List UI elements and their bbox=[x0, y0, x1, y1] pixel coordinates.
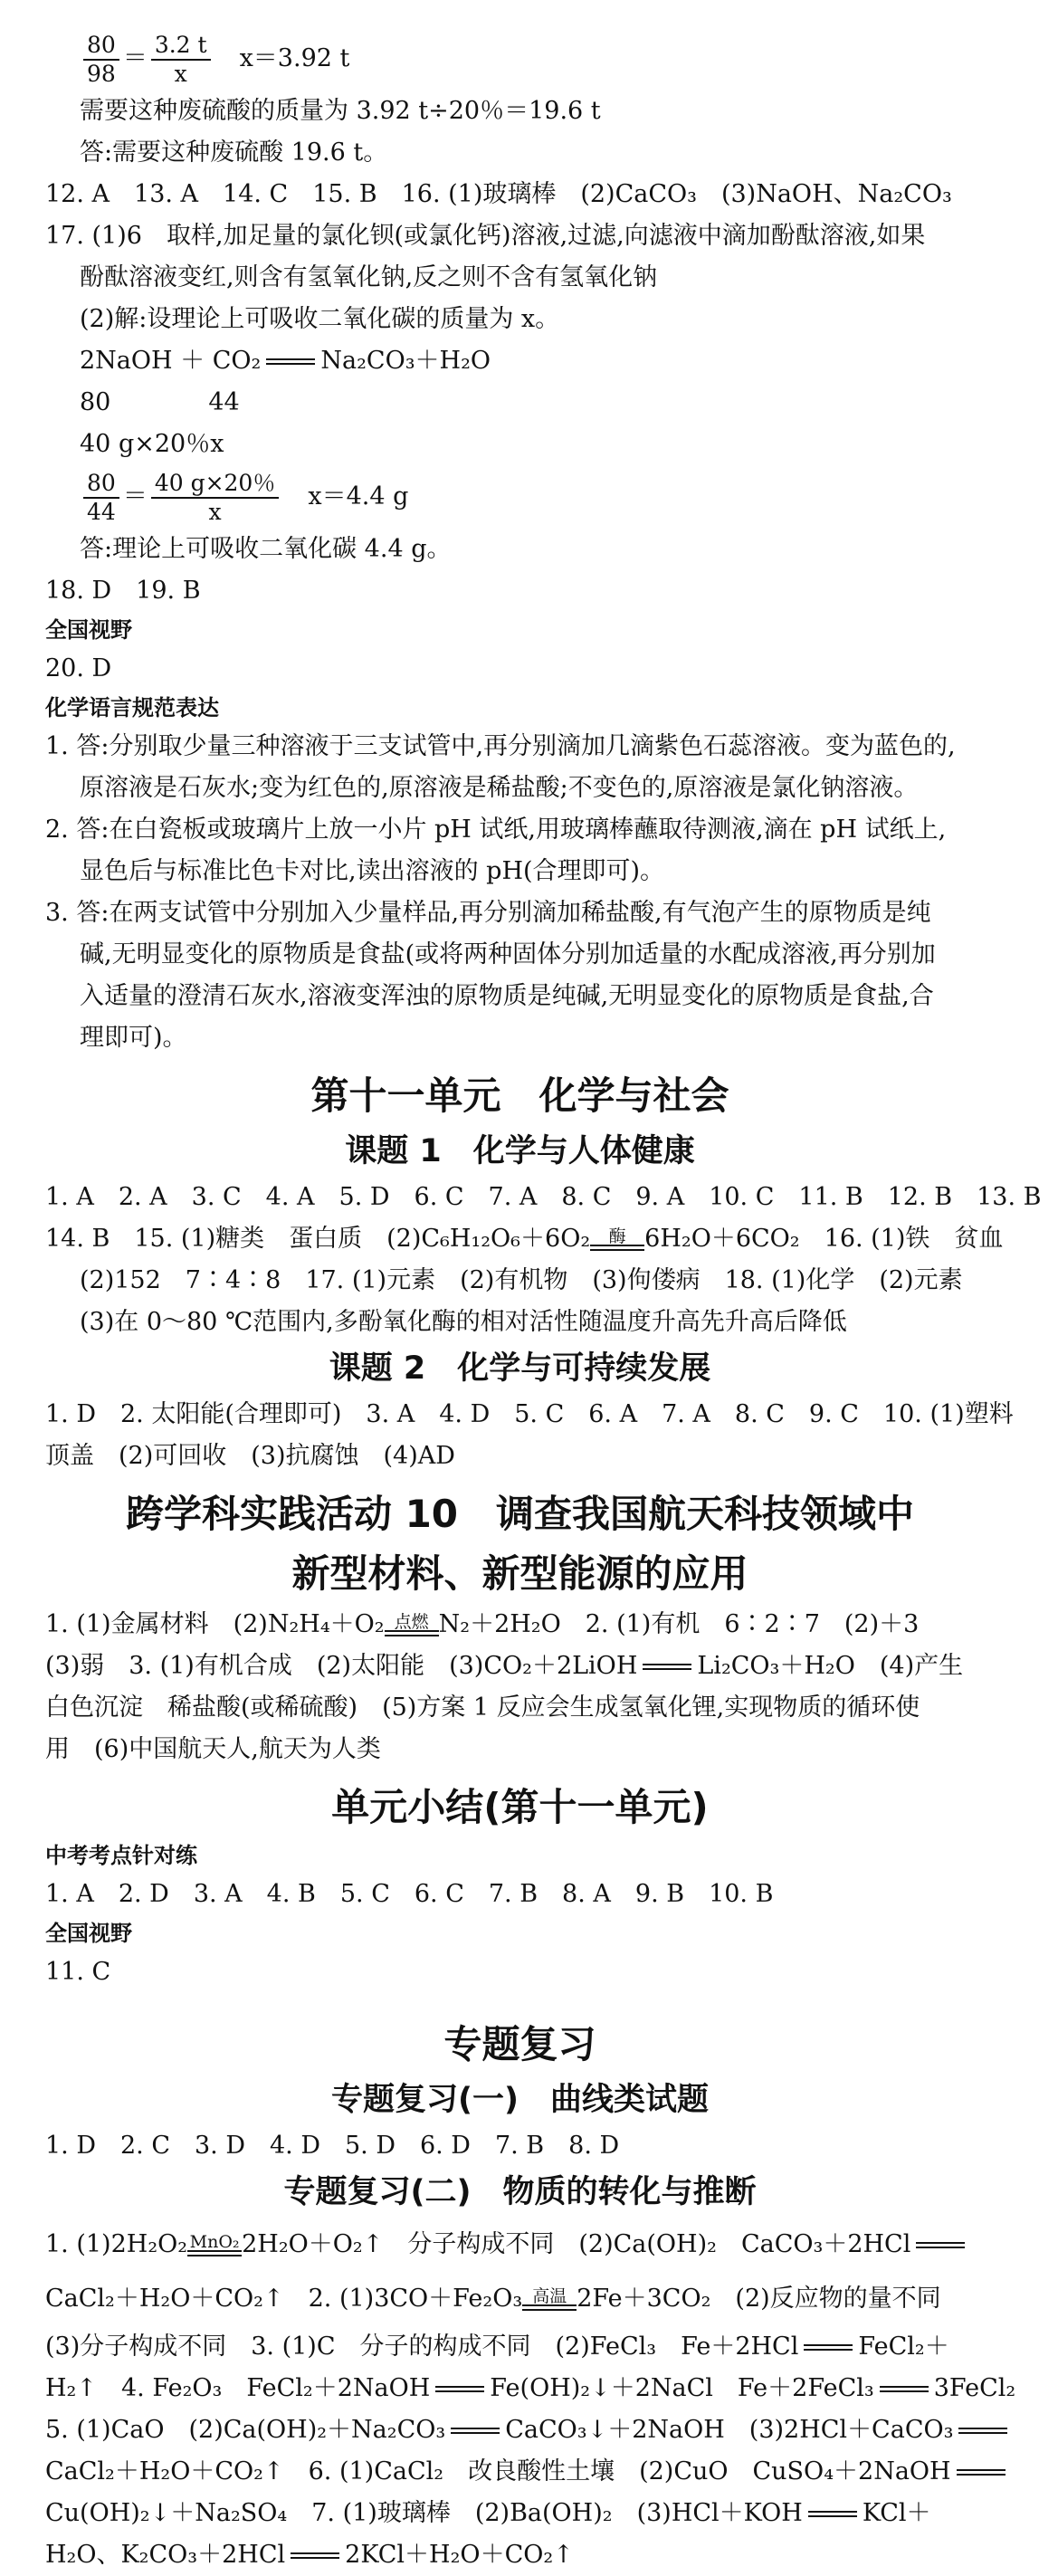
equation-line: CaCl₂＋H₂O＋CO₂↑ 6. (1)CaCl₂ 改良酸性土壤 (2)CuO CuSO₄＋2NaOH bbox=[45, 2451, 995, 2493]
unit-heading: 第十一单元 化学与社会 bbox=[310, 1073, 729, 1118]
fraction: $\frac{80}{44}$ bbox=[83, 470, 119, 526]
equals-sign bbox=[957, 2469, 1006, 2476]
text-line: 40 g×20％x bbox=[80, 430, 224, 458]
activity-heading: 新型材料、新型能源的应用 bbox=[291, 1551, 748, 1596]
equals-sign bbox=[435, 2386, 484, 2392]
text-line: 答:理论上可吸收二氧化碳 4.4 g。 bbox=[80, 535, 452, 563]
review-heading: 专题复习 bbox=[443, 2022, 596, 2066]
answer-line: 2. 答:在白瓷板或玻璃片上放一小片 pH 试纸,用玻璃棒蘸取待测液,滴在 pH 试纸上, bbox=[45, 816, 947, 844]
equals-sign bbox=[808, 2511, 857, 2517]
text-line: 原溶液是石灰水;变为红色的,原溶液是稀盐酸;不变色的,原溶液是氯化钠溶液。 bbox=[80, 774, 919, 802]
text-line: (2)152 7∶4∶8 17. (1)元素 (2)有机物 (3)佝偻病 18. (1)化学 (2)元素 bbox=[80, 1266, 963, 1294]
equals-sign bbox=[804, 2344, 853, 2351]
activity-heading: 跨学科实践活动 10 调查我国航天科技领域中 bbox=[125, 1492, 915, 1536]
text-line: (2)解:设理论上可吸收二氧化碳的质量为 x。 bbox=[80, 305, 560, 333]
text-line: 用 (6)中国航天人,航天为人类 bbox=[45, 1735, 381, 1763]
reaction-condition: MnO₂ bbox=[187, 2234, 242, 2256]
text-line: 理即可)。 bbox=[80, 1024, 187, 1052]
equation-line: H₂↑ 4. Fe₂O₃ FeCl₂＋2NaOH Fe(OH)₂↓＋2NaCl Fe＋2FeCl₃ 3FeCl₂ bbox=[45, 2374, 1016, 2402]
answer-line: 11. C bbox=[45, 1958, 111, 1986]
frac-line-2: $\frac{80}{44}$ ＝ $\frac{40 g\times 20\%}{x}$ x＝4.4 g bbox=[45, 465, 995, 529]
frac-line-1: $\frac{80}{98}$ ＝ $\frac{3.2 t}{x}$ x＝3.92 t bbox=[45, 27, 995, 91]
lesson-heading: 课题 1 化学与人体健康 bbox=[345, 1133, 695, 1169]
answer-line: 1. A 2. A 3. C 4. A 5. D 6. C 7. A 8. C 9. A 10. C 11. B 12. B 13. B bbox=[45, 1183, 1042, 1211]
text-line: 入适量的澄清石灰水,溶液变浑浊的原物质是纯碱,无明显变化的原物质是食盐,合 bbox=[80, 982, 934, 1010]
equation-line: 1. (1)金属材料 (2)N₂H₄＋O₂ 点燃 N₂＋2H₂O 2. (1)有机 6∶2∶7 (2)＋3 bbox=[45, 1610, 920, 1638]
equals-sign bbox=[266, 358, 315, 365]
answer-line: 1. A 2. D 3. A 4. B 5. C 6. C 7. B 8. A 9. B 10. B bbox=[45, 1880, 774, 1908]
text-line: 白色沉淀 稀盐酸(或稀硫酸) (5)方案 1 反应会生成氢氧化锂,实现物质的循环使 bbox=[45, 1693, 920, 1722]
review-subheading: 专题复习(一) 曲线类试题 bbox=[331, 2082, 709, 2118]
equals-sign bbox=[643, 1664, 691, 1670]
fraction: $\frac{80}{98}$ bbox=[83, 32, 119, 88]
equation-line: 14. B 15. (1)糖类 蛋白质 (2)C₆H₁₂O₆＋6O₂ 酶 6H₂O＋6CO₂ 16. (1)铁 贫血 bbox=[45, 1225, 1004, 1253]
answer-line: 3. 答:在两支试管中分别加入少量样品,再分别滴加稀盐酸,有气泡产生的原物质是纯 bbox=[45, 899, 931, 927]
section-label: 全国视野 bbox=[45, 1921, 132, 1946]
text-line: 碱,无明显变化的原物质是食盐(或将两种固体分别加适量的水配成溶液,再分别加 bbox=[80, 940, 936, 968]
equation-line: 5. (1)CaO (2)Ca(OH)₂＋Na₂CO₃ CaCO₃↓＋2NaOH (3)2HCl＋CaCO₃ bbox=[45, 2409, 995, 2451]
equation-line: (3)弱 3. (1)有机合成 (2)太阳能 (3)CO₂＋2LiOH Li₂CO₃＋H₂O (4)产生 bbox=[45, 1652, 964, 1680]
equation-line: 2NaOH ＋ CO₂ Na₂CO₃＋H₂O bbox=[80, 347, 491, 375]
text-line: 需要这种废硫酸的质量为 3.92 t÷20％＝19.6 t bbox=[80, 97, 601, 125]
equation-line: 1. (1)2H₂O₂ MnO₂ 2H₂O＋O₂↑ 分子构成不同 (2)Ca(OH)₂ CaCO₃＋2HCl bbox=[45, 2218, 995, 2272]
answer-line: 20. D bbox=[45, 654, 112, 682]
equation-line: (3)分子构成不同 3. (1)C 分子的构成不同 (2)FeCl₃ Fe＋2HCl FeCl₂＋ bbox=[45, 2333, 949, 2361]
answer-line: 1. D 2. C 3. D 4. D 5. D 6. D 7. B 8. D bbox=[45, 2132, 620, 2160]
answer-line: 17. (1)6 取样,加足量的氯化钡(或氯化钙)溶液,过滤,向滤液中滴加酚酞溶液,如果 bbox=[45, 222, 926, 250]
equals-sign bbox=[916, 2242, 965, 2248]
equation-line: H₂O、K₂CO₃＋2HCl 2KCl＋H₂O＋CO₂↑ bbox=[45, 2541, 574, 2569]
text-line: 顶盖 (2)可回收 (3)抗腐蚀 (4)AD bbox=[45, 1442, 455, 1470]
reaction-condition: 高温 bbox=[522, 2288, 577, 2311]
review-subheading: 专题复习(二) 物质的转化与推断 bbox=[283, 2174, 757, 2210]
equals-sign bbox=[958, 2428, 1007, 2434]
equals-sign bbox=[451, 2428, 500, 2434]
answer-line: 1. 答:分别取少量三种溶液于三支试管中,再分别滴加几滴紫色石蕊溶液。变为蓝色的, bbox=[45, 732, 956, 760]
answer-line: 1. D 2. 太阳能(合理即可) 3. A 4. D 5. C 6. A 7. A 8. C 9. C 10. (1)塑料 bbox=[45, 1400, 1014, 1428]
fraction: $\frac{40 g\times 20\%}{x}$ bbox=[151, 470, 280, 526]
section-label: 化学语言规范表达 bbox=[45, 695, 219, 720]
text-line: 80 44 bbox=[80, 388, 240, 416]
text-line: 显色后与标准比色卡对比,读出溶液的 pH(合理即可)。 bbox=[80, 857, 665, 885]
section-label: 全国视野 bbox=[45, 617, 132, 643]
equals-sign bbox=[880, 2386, 929, 2392]
text-line: 答:需要这种废硫酸 19.6 t。 bbox=[80, 138, 388, 167]
lesson-heading: 课题 2 化学与可持续发展 bbox=[329, 1350, 711, 1387]
text-line: (3)在 0～80 ℃范围内,多酚氧化酶的相对活性随温度升高先升高后降低 bbox=[80, 1308, 847, 1336]
text-line: 酚酞溶液变红,则含有氢氧化钠,反之则不含有氢氧化钠 bbox=[80, 263, 658, 291]
reaction-condition: 点燃 bbox=[385, 1614, 439, 1636]
answer-line: 18. D 19. B bbox=[45, 577, 201, 605]
fraction: $\frac{3.2 t}{x}$ bbox=[151, 32, 211, 88]
equals-sign bbox=[291, 2552, 339, 2559]
section-label: 中考考点针对练 bbox=[45, 1843, 197, 1868]
equation-line: Cu(OH)₂↓＋Na₂SO₄ 7. (1)玻璃棒 (2)Ba(OH)₂ (3)HCl＋KOH KCl＋ bbox=[45, 2499, 931, 2527]
summary-heading: 单元小结(第十一单元) bbox=[331, 1785, 709, 1829]
reaction-condition: 酶 bbox=[590, 1228, 644, 1251]
equation-line: CaCl₂＋H₂O＋CO₂↑ 2. (1)3CO＋Fe₂O₃ 高温 2Fe＋3CO₂ (2)反应物的量不同 bbox=[45, 2285, 941, 2313]
answer-line: 12. A 13. A 14. C 15. B 16. (1)玻璃棒 (2)CaCO₃ (3)NaOH、Na₂CO₃ bbox=[45, 180, 952, 208]
